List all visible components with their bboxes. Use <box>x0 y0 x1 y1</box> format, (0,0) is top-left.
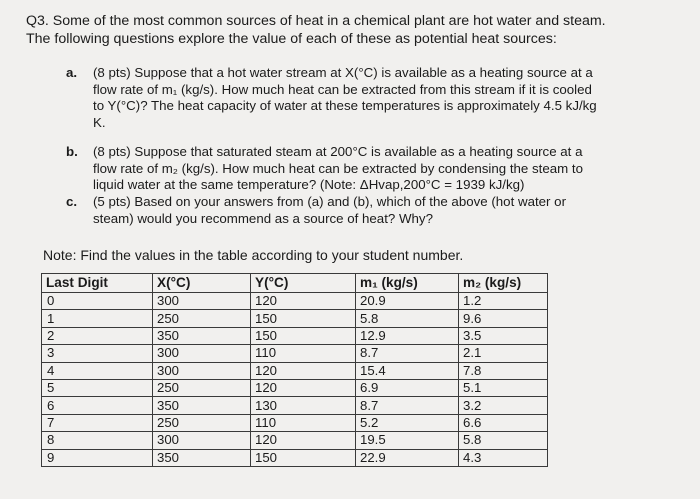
cell-m1: 22.9 <box>356 449 459 466</box>
part-b-letter: b. <box>66 144 78 159</box>
table-row <box>42 293 548 310</box>
cell-y: 150 <box>251 449 356 466</box>
table-row <box>42 362 548 379</box>
part-a-line: to Y(°C)? The heat capacity of water at these temperatures is approximately 4.5 kJ/kg <box>93 98 597 113</box>
part-b-line: flow rate of m₂ (kg/s). How much heat can be extracted by condensing the steam to <box>93 160 583 176</box>
cell-x: 250 <box>153 379 251 396</box>
cell-x: 350 <box>153 449 251 466</box>
part-a-line: flow rate of m₁ (kg/s). How much heat can be extracted from this stream if it is cooled <box>93 81 592 97</box>
part-b-line: liquid water at the same temperature? (Note: ΔHvap,200°C = 1939 kJ/kg) <box>93 177 525 192</box>
table-header-row <box>42 274 548 293</box>
cell-y: 110 <box>251 414 356 431</box>
table-row <box>42 449 548 466</box>
question-line-1: Q3. Some of the most common sources of heat in a chemical plant are hot water and steam. <box>26 13 606 29</box>
cell-digit: 8 <box>42 432 153 449</box>
cell-y: 150 <box>251 327 356 344</box>
cell-m2: 2.1 <box>459 345 548 362</box>
cell-y: 120 <box>251 293 356 310</box>
part-a-line: (8 pts) Suppose that a hot water stream at X(°C) is available as a heating source at a <box>93 65 593 80</box>
part-c-line: (5 pts) Based on your answers from (a) and (b), which of the above (hot water or <box>93 194 566 209</box>
table-row <box>42 379 548 396</box>
cell-y: 120 <box>251 432 356 449</box>
table-row <box>42 345 548 362</box>
cell-x: 300 <box>153 345 251 362</box>
cell-digit: 0 <box>42 293 153 310</box>
cell-x: 350 <box>153 397 251 414</box>
cell-m1: 6.9 <box>356 379 459 396</box>
cell-m2: 3.2 <box>459 397 548 414</box>
cell-m2: 3.5 <box>459 327 548 344</box>
cell-digit: 7 <box>42 414 153 431</box>
table-row <box>42 310 548 327</box>
table-row <box>42 414 548 431</box>
cell-digit: 6 <box>42 397 153 414</box>
part-a-letter: a. <box>66 65 78 80</box>
cell-m1: 5.8 <box>356 310 459 327</box>
cell-m2: 5.1 <box>459 379 548 396</box>
part-c-letter: c. <box>66 194 78 209</box>
cell-digit: 1 <box>42 310 153 327</box>
cell-digit: 9 <box>42 449 153 466</box>
cell-m1: 8.7 <box>356 345 459 362</box>
cell-x: 300 <box>153 293 251 310</box>
cell-x: 300 <box>153 432 251 449</box>
header-y: Y(°C) <box>251 274 356 293</box>
header-m2: m₂ (kg/s) <box>459 274 548 293</box>
cell-x: 350 <box>153 327 251 344</box>
header-m1: m₁ (kg/s) <box>356 274 459 293</box>
question-line-2: The following questions explore the value of each of these as potential heat sources: <box>26 31 557 47</box>
question-heading <box>26 12 686 48</box>
part-a-line: K. <box>93 114 106 130</box>
part-c-text <box>93 194 566 227</box>
cell-x: 250 <box>153 310 251 327</box>
student-data-table <box>41 273 548 467</box>
cell-digit: 5 <box>42 379 153 396</box>
part-b-text <box>93 144 583 194</box>
cell-digit: 2 <box>42 327 153 344</box>
cell-m2: 1.2 <box>459 293 548 310</box>
cell-y: 120 <box>251 379 356 396</box>
part-b-line: (8 pts) Suppose that saturated steam at 200°C is available as a heating source at a <box>93 144 583 159</box>
cell-m2: 9.6 <box>459 310 548 327</box>
part-a-text <box>93 65 597 131</box>
header-x: X(°C) <box>153 274 251 293</box>
cell-x: 300 <box>153 362 251 379</box>
cell-y: 120 <box>251 362 356 379</box>
header-last-digit: Last Digit <box>42 274 153 293</box>
cell-m1: 5.2 <box>356 414 459 431</box>
cell-digit: 3 <box>42 345 153 362</box>
cell-x: 250 <box>153 414 251 431</box>
cell-y: 150 <box>251 310 356 327</box>
cell-y: 110 <box>251 345 356 362</box>
table-row <box>42 327 548 344</box>
table-row <box>42 432 548 449</box>
cell-m1: 8.7 <box>356 397 459 414</box>
table-row <box>42 397 548 414</box>
cell-y: 130 <box>251 397 356 414</box>
cell-m1: 12.9 <box>356 327 459 344</box>
cell-m2: 5.8 <box>459 432 548 449</box>
cell-m2: 4.3 <box>459 449 548 466</box>
cell-m1: 15.4 <box>356 362 459 379</box>
cell-m1: 20.9 <box>356 293 459 310</box>
cell-m1: 19.5 <box>356 432 459 449</box>
table-note: Note: Find the values in the table according to your student number. <box>43 247 464 263</box>
part-c-line: steam) would you recommend as a source of heat? Why? <box>93 210 433 226</box>
cell-m2: 7.8 <box>459 362 548 379</box>
cell-m2: 6.6 <box>459 414 548 431</box>
cell-digit: 4 <box>42 362 153 379</box>
